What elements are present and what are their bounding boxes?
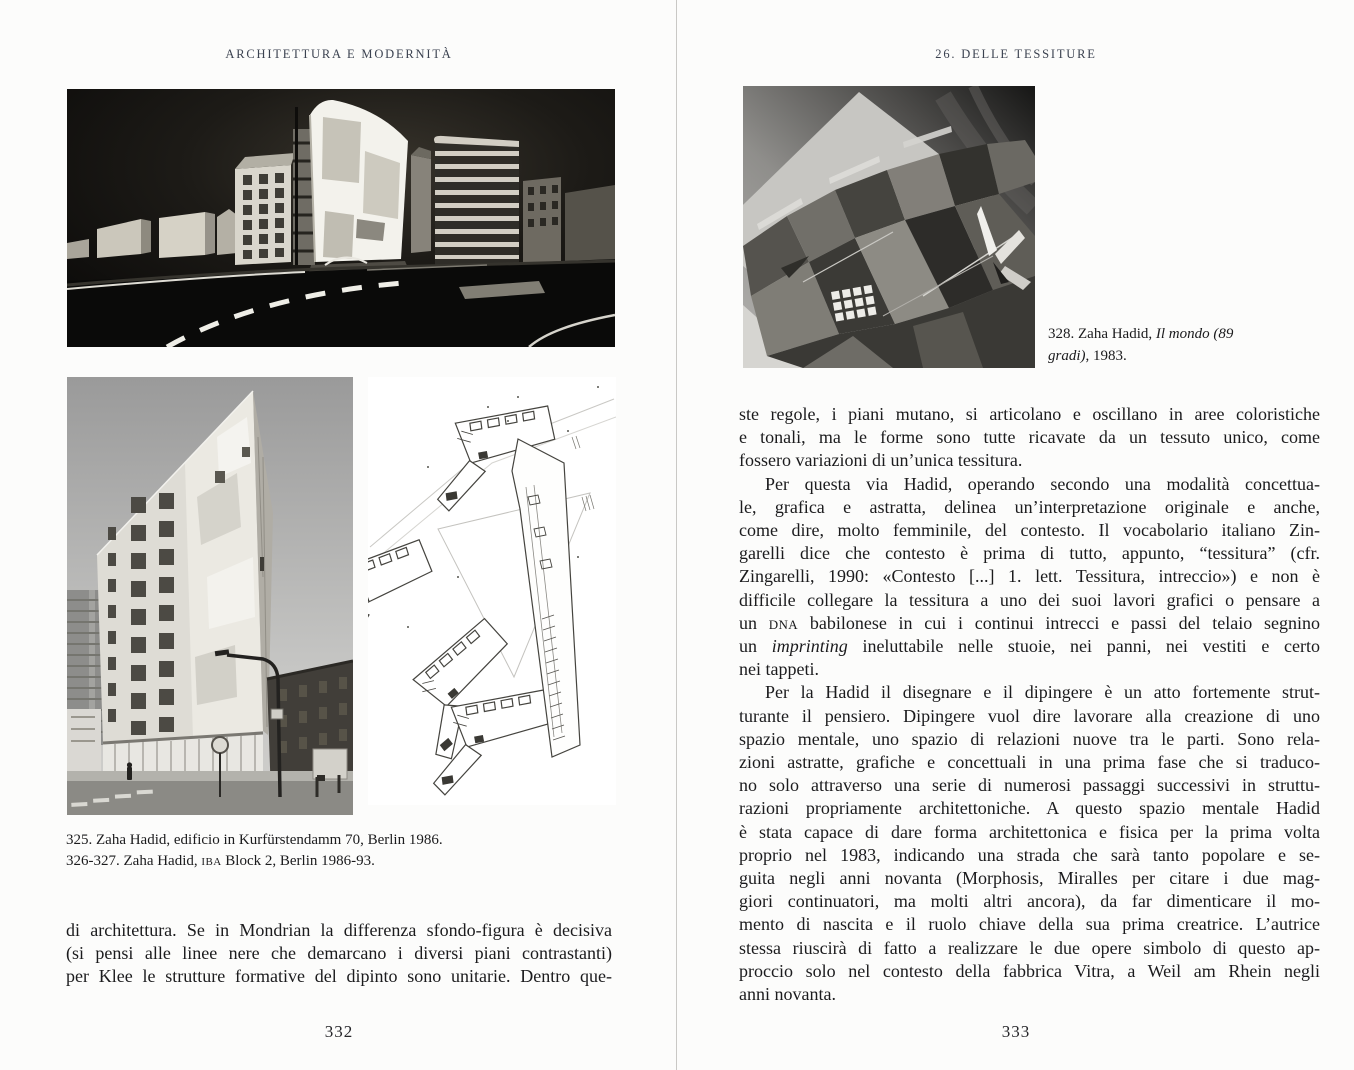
text-line: Zingarelli, 1990: «Contesto [...] 1. lett. Tessitura, intreccio») e non è bbox=[739, 566, 1320, 587]
page-number-left: 332 bbox=[324, 1022, 354, 1041]
text-line: proprio nel 1983, indicando una strada che sarà tanto popolare e se- bbox=[739, 844, 1320, 865]
body-paragraph-left bbox=[66, 919, 612, 989]
figure-iba-block2-photo-image bbox=[67, 377, 353, 815]
running-head-right: 26. DELLE TESSITURE bbox=[935, 47, 1097, 61]
text-line: gradi), 1983. bbox=[1048, 347, 1127, 364]
text-line: razioni propriamente architettoniche. A questo spazio mentale Hadid bbox=[739, 798, 1320, 819]
text-line: garelli dice che contesto è prima di tutto, appunto, “tessitura” (cfr. bbox=[739, 543, 1320, 564]
text-line: fossero variazioni di un’unica tessitura. bbox=[739, 450, 1023, 471]
text-line: Per questa via Hadid, operando secondo una modalità concettua- bbox=[765, 473, 1320, 494]
text-line: 328. Zaha Hadid, Il mondo (89 bbox=[1048, 326, 1234, 342]
text-line: nei tappeti. bbox=[739, 659, 819, 680]
text-line: proccio solo nel contesto della fabbrica Vitra, a Weil am Rhein negli bbox=[739, 960, 1320, 981]
text-line: zioni astratte, grafiche e concettuali in una prima fase che si traduco- bbox=[739, 752, 1320, 773]
text-line: stessa riuscirà di fatto a realizzare le due opere simbolo di questo ap- bbox=[739, 937, 1320, 958]
text-line: di architettura. Se in Mondrian la differenza sfondo-figura è decisiva bbox=[66, 920, 612, 940]
text-line: mento di nascita e il ruolo chiave della sua prima creatrice. L’autrice bbox=[739, 914, 1320, 935]
paragraph-per-la-hadid bbox=[739, 681, 1320, 1006]
text-line: è stata capace di dare forma architettonica e fisica per la prima volta bbox=[739, 821, 1320, 842]
page-gutter-divider bbox=[676, 0, 677, 1070]
text-line: Per la Hadid il disegnare e il dipingere è un atto fortemente strut- bbox=[765, 682, 1320, 703]
text-line: 325. Zaha Hadid, edificio in Kurfürstendamm 70, Berlin 1986. bbox=[66, 832, 443, 848]
figure-captions-left bbox=[66, 830, 614, 872]
running-head-left: ARCHITETTURA E MODERNITÀ bbox=[225, 47, 453, 61]
figure-iba-block2-plan-drawing-image bbox=[368, 377, 616, 805]
figure-il-mondo-painting-image bbox=[743, 86, 1035, 368]
text-line: le, grafica e astratta, delinea un’interpretazione originale e anche, bbox=[739, 496, 1320, 517]
text-line: come dire, molto femminile, del contesto. Il vocabolario italiano Zin- bbox=[739, 520, 1320, 541]
text-line: turante il pensiero. Dipingere vuol dire lavorare alla creazione di uno bbox=[739, 705, 1320, 726]
figure-caption-328 bbox=[1048, 324, 1308, 367]
text-line: e tonali, ma le forme sono tutte ricavate da un tessuto unico, come bbox=[739, 427, 1320, 448]
text-line: spazio mentale, uno spazio di relazioni nuove tra le parti. Sono rela- bbox=[739, 728, 1320, 749]
text-line: difficile collegare la tessitura a uno dei suoi lavori grafici o pensare a bbox=[739, 589, 1320, 610]
page-number-right: 333 bbox=[1001, 1022, 1031, 1041]
text-line: guita negli anni novanta (Morphosis, Miralles per citare i due mag- bbox=[739, 868, 1320, 889]
paragraph-continuation bbox=[739, 403, 1320, 473]
body-column-right bbox=[739, 403, 1320, 1006]
text-line: un imprinting ineluttabile nelle stuoie, nei panni, nei vestiti e certo bbox=[739, 636, 1321, 657]
page-right bbox=[678, 0, 1354, 1070]
text-line: anni novanta. bbox=[739, 984, 836, 1005]
figure-kurfurstendamm-night-rendering-image bbox=[67, 89, 615, 347]
text-line: (si pensi alle linee nere che demarcano i diversi piani contrastanti) bbox=[66, 943, 612, 964]
text-line: no solo attraverso una serie di numerosi passaggi successivi in struttu- bbox=[739, 775, 1320, 796]
text-line: ste regole, i piani mutano, si articolano e oscillano in aree coloristiche bbox=[739, 404, 1320, 424]
paragraph-per-questa-via bbox=[739, 473, 1320, 682]
text-line: 326-327. Zaha Hadid, IBA Block 2, Berlin 1986-93. bbox=[66, 853, 375, 869]
text-line: giori continuatori, ma molti altri ancora), da far dimenticare il mo- bbox=[739, 891, 1320, 912]
text-line: un DNA babilonese in cui i continui intrecci e passi del telaio segnino bbox=[739, 612, 1320, 633]
page-left bbox=[0, 0, 676, 1070]
text-line: per Klee le strutture formative del dipinto sono unitarie. Dentro que- bbox=[66, 966, 612, 987]
